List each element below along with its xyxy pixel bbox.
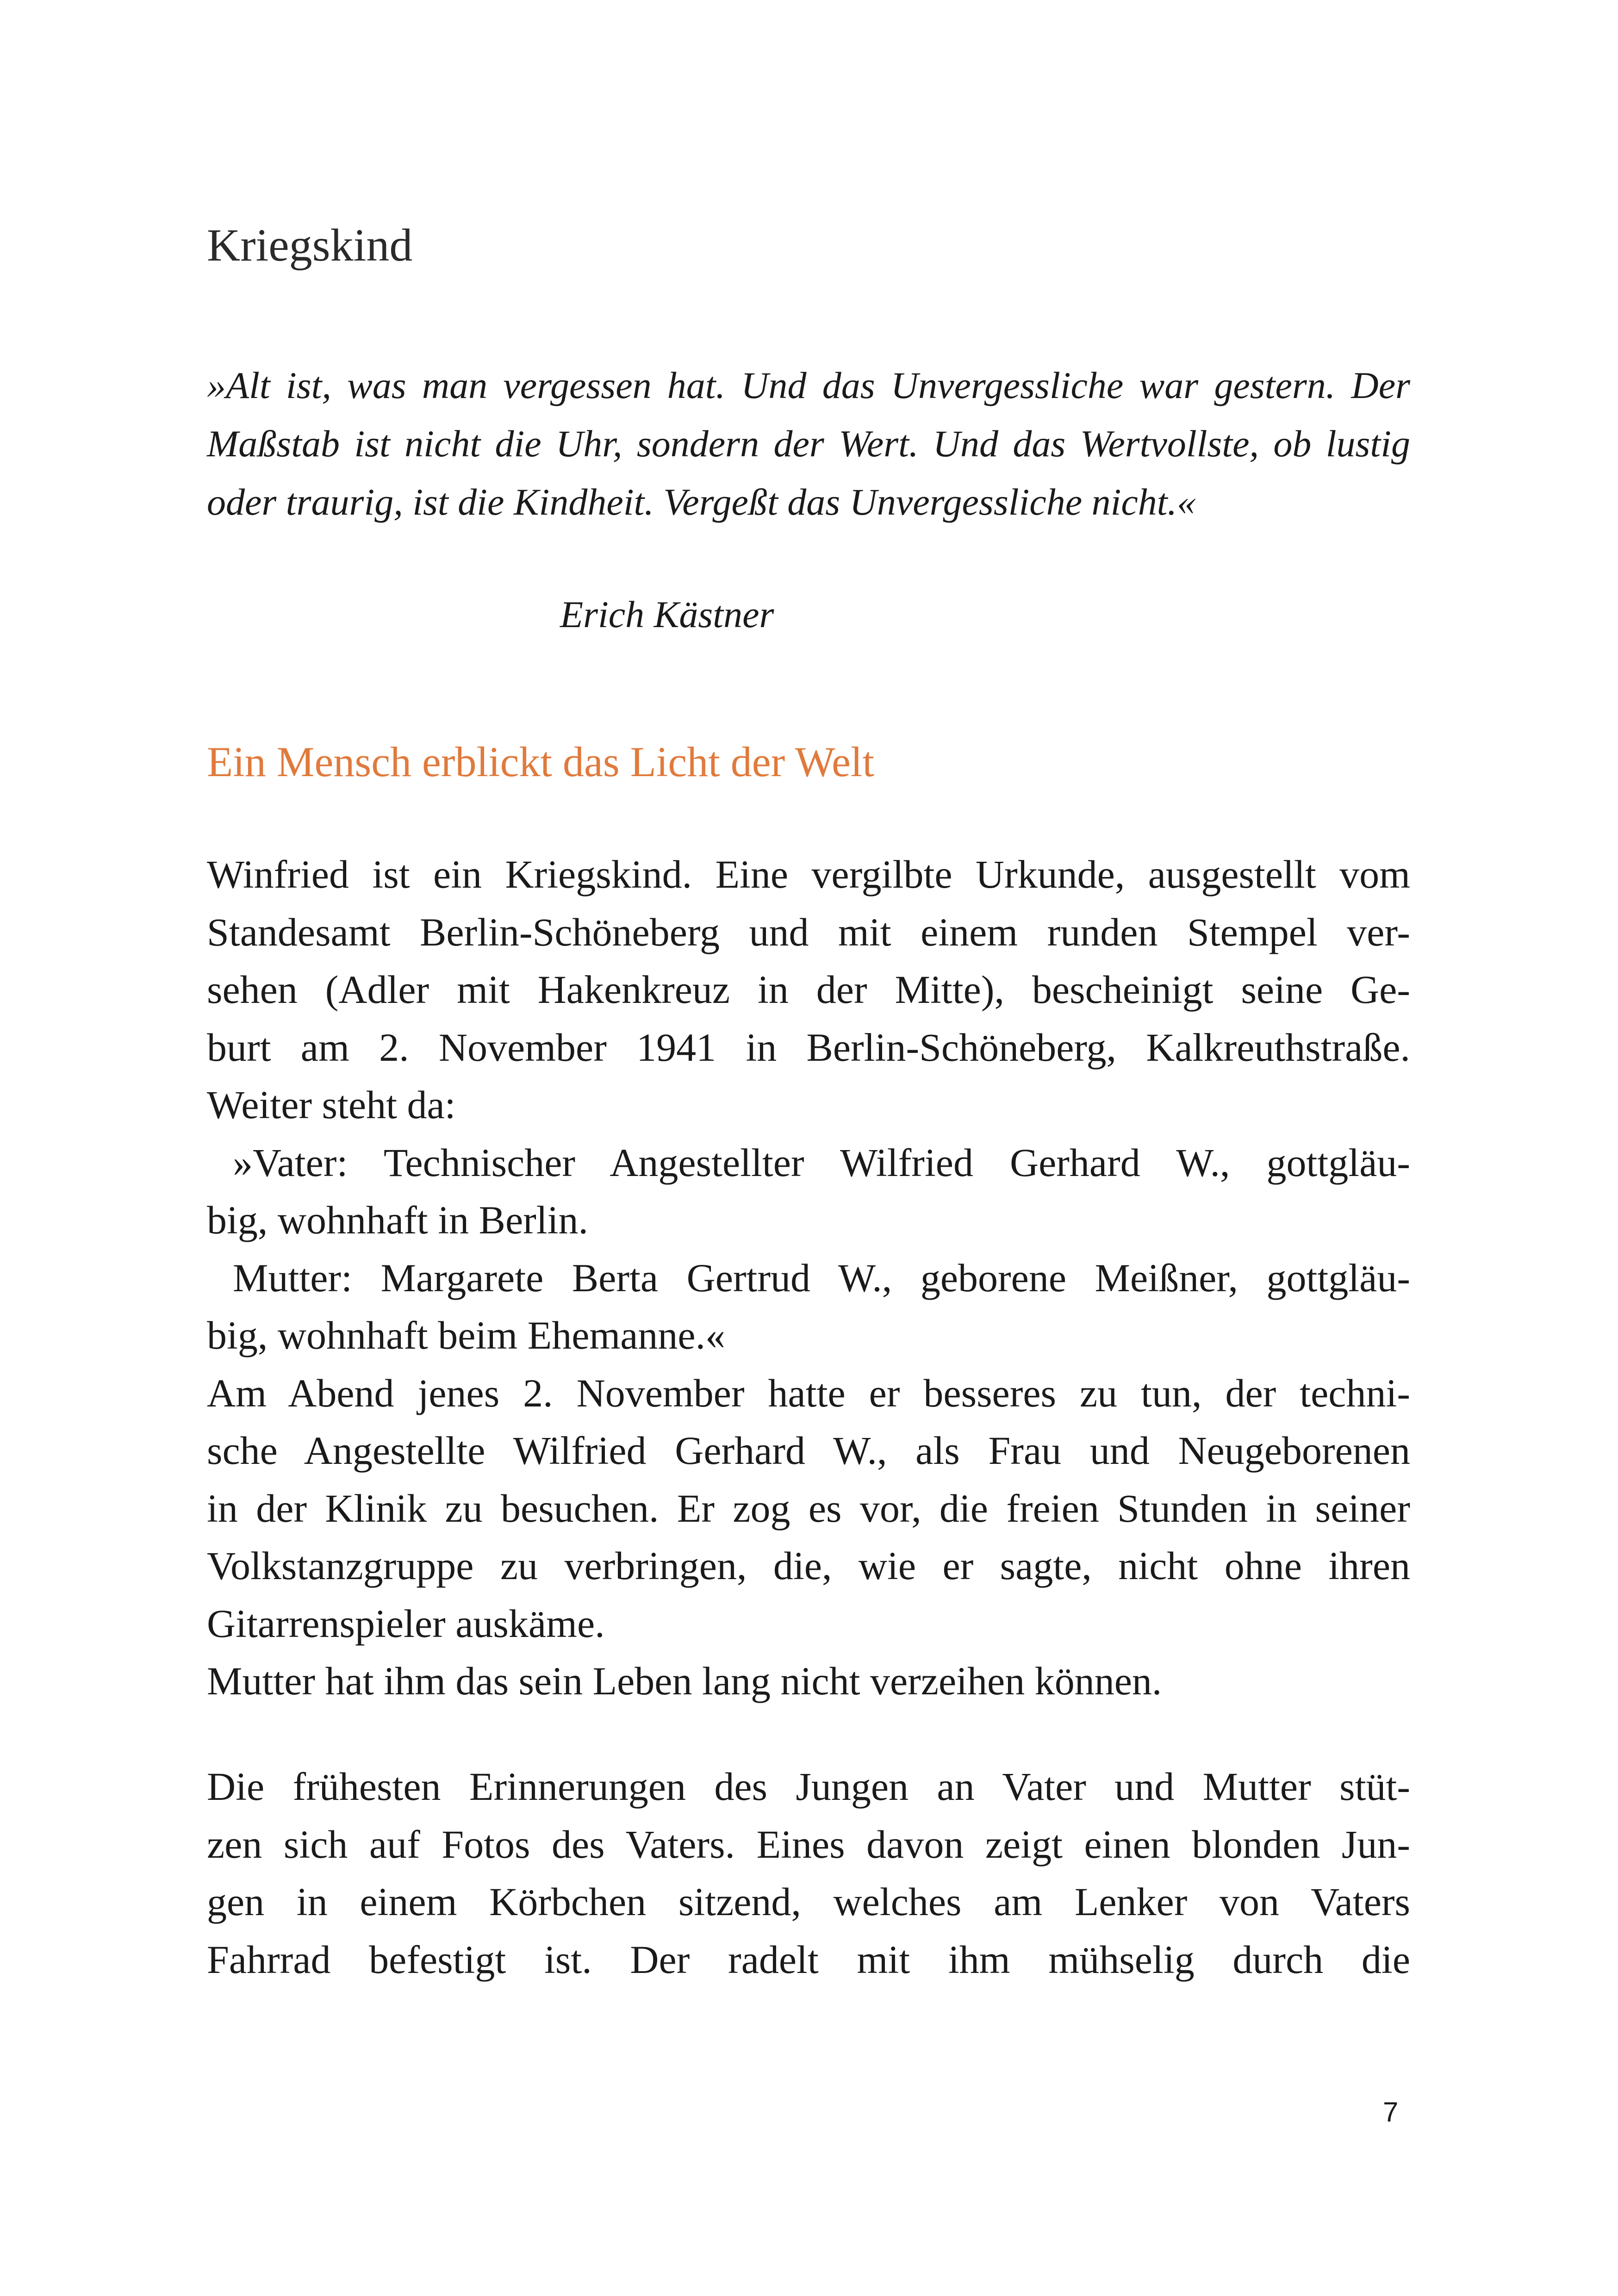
text-line: Standesamt Berlin-Schöneberg und mit einem runden Stempel ver-	[207, 909, 1410, 954]
text-line: Am Abend jenes 2. November hatte er besseres zu tun, der techni-	[207, 1370, 1410, 1415]
text-line: Gitarrenspieler auskäme.	[207, 1601, 605, 1646]
epigraph-quote: »Alt ist, was man vergessen hat. Und das Unvergessliche war gestern. Der Maßstab ist nicht die Uhr, sondern der Wert. Und das Wertvollste, ob lustig oder traurig, ist die Kindheit. Vergeßt das Unvergessliche nicht.«	[207, 364, 1410, 523]
paragraph-memories	[207, 1758, 1410, 1988]
text-line: in der Klinik zu besuchen. Er zog es vor, die freien Stunden in seiner	[207, 1486, 1410, 1531]
epigraph-author: Erich Kästner	[560, 593, 774, 635]
text-line: Mutter hat ihm das sein Leben lang nicht verzeihen können.	[207, 1659, 1162, 1703]
paragraph-birth	[207, 846, 1410, 1710]
text-line: Fahrrad befestigt ist. Der radelt mit ihm mühselig durch die	[207, 1937, 1410, 1982]
text-line: Mutter: Margarete Berta Gertrud W., geborene Meißner, gottgläu-	[233, 1255, 1410, 1300]
text-line: Weiter steht da:	[207, 1083, 456, 1127]
text-line: Winfried ist ein Kriegskind. Eine vergilbte Urkunde, ausgestellt vom	[207, 852, 1410, 896]
page-number: 7	[1383, 2097, 1399, 2128]
text-line: gen in einem Körbchen sitzend, welches am Lenker von Vaters	[207, 1879, 1410, 1924]
text-line: »Vater: Technischer Angestellter Wilfried Gerhard W., gottgläu-	[233, 1140, 1410, 1185]
chapter-title: Kriegskind	[207, 219, 413, 271]
text-line: sehen (Adler mit Hakenkreuz in der Mitte), bescheinigt seine Ge-	[207, 967, 1410, 1012]
text-line: big, wohnhaft beim Ehemanne.«	[207, 1313, 726, 1357]
text-line: zen sich auf Fotos des Vaters. Eines davon zeigt einen blonden Jun-	[207, 1822, 1410, 1867]
text-line: Volkstanzgruppe zu verbringen, die, wie er sagte, nicht ohne ihren	[207, 1543, 1410, 1588]
text-line: sche Angestellte Wilfried Gerhard W., als Frau und Neugeborenen	[207, 1428, 1410, 1473]
text-line: burt am 2. November 1941 in Berlin-Schöneberg, Kalkreuthstraße.	[207, 1025, 1410, 1070]
text-line: Die frühesten Erinnerungen des Jungen an Vater und Mutter stüt-	[207, 1764, 1410, 1809]
section-title: Ein Mensch erblickt das Licht der Welt	[207, 738, 875, 785]
text-line: big, wohnhaft in Berlin.	[207, 1198, 589, 1242]
